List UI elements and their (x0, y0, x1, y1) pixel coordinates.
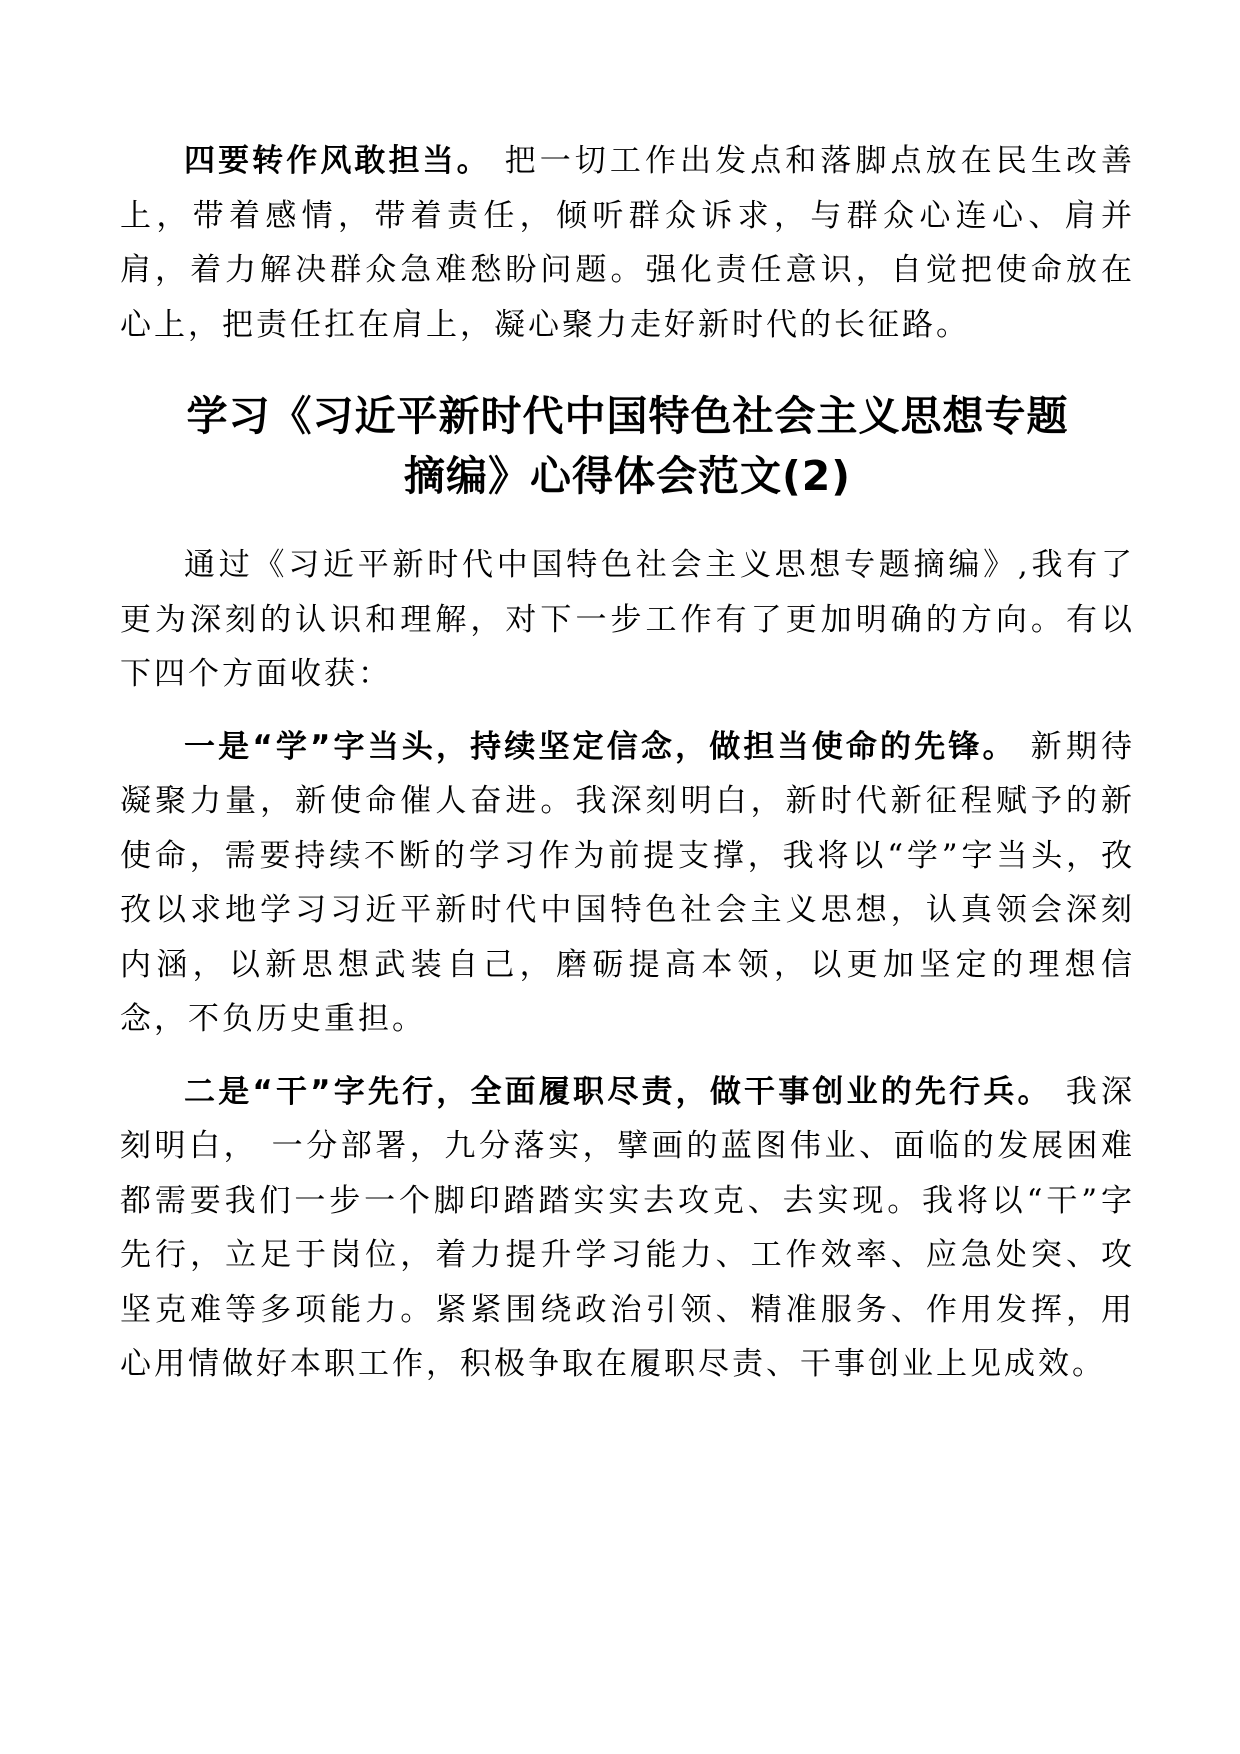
paragraph-spacer (120, 702, 1135, 720)
intro-paragraph: 通过《习近平新时代中国特色社会主义思想专题摘编》,我有了更为深刻的认识和理解，对下一步工作有了更加明确的方向。有以下四个方面收获： (120, 547, 1135, 692)
title-line-1: 学习《习近平新时代中国特色社会主义思想专题 (186, 392, 1069, 440)
paragraph-lead: 二是“干”字先行，全面履职尽责，做干事创业的先行兵。 (184, 1073, 1052, 1110)
document-body (120, 134, 1135, 1392)
paragraph-lead: 一是“学”字当头，持续坚定信念，做担当使命的先锋。 (184, 728, 1017, 765)
article-title (120, 386, 1135, 506)
paragraph-two (120, 1065, 1135, 1392)
paragraph-one (120, 720, 1135, 1047)
paragraph-text: 把一切工作出发点和落脚点放在民生改善上，带着感情，带着责任，倾听群众诉求，与群众心连心、肩并肩，着力解决群众急难愁盼问题。强化责任意识，自觉把使命放在心上，把责任扛在肩上，凝心聚力走好新时代的长征路。 (120, 143, 1135, 343)
paragraph-text: 我深刻明白， 一分部署，九分落实，擘画的蓝图伟业、面临的发展困难都需要我们一步一个脚印踏踏实实去攻克、去实现。我将以“干”字先行，立足于岗位，着力提升学习能力、工作效率、应急处突、攻坚克难等多项能力。紧紧围绕政治引领、精准服务、作用发挥，用心用情做好本职工作，积极争取在履职尽责、干事创业上见成效。 (120, 1073, 1136, 1382)
paragraph-lead: 四要转作风敢担当。 (184, 143, 491, 179)
paragraph-text: 新期待凝聚力量，新使命催人奋进。我深刻明白，新时代新征程赋予的新使命，需要持续不断的学习作为前提支撑，我将以“学”字当头，孜孜以求地学习习近平新时代中国特色社会主义思想，认真领会深刻内涵，以新思想武装自己，磨砺提高本领，以更加坚定的理想信念，不负历史重担。 (120, 728, 1135, 1037)
paragraph-four (120, 134, 1135, 352)
title-line-2: 摘编》心得体会范文(2) (403, 452, 851, 500)
paragraph-spacer (120, 1047, 1135, 1065)
